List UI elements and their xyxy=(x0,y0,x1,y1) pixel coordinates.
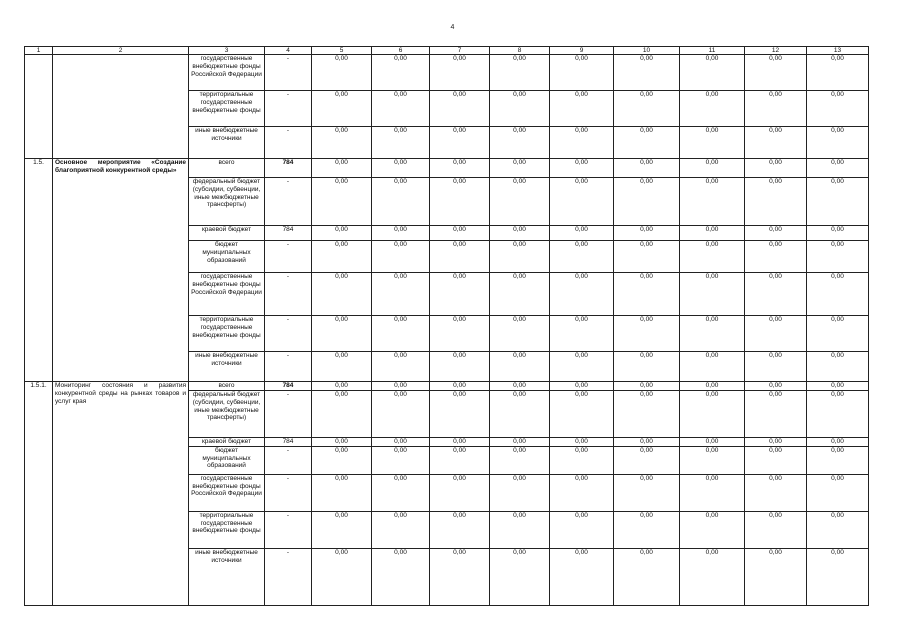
amount-cell: 0,00 xyxy=(550,446,614,474)
budget-code: - xyxy=(265,127,312,159)
amount-cell: 0,00 xyxy=(430,178,490,226)
amount-cell: 0,00 xyxy=(745,226,807,241)
amount-cell: 0,00 xyxy=(680,55,745,91)
funding-source: федеральный бюджет (субсидии, субвенции, иные межбюджетные трансферты) xyxy=(189,391,265,438)
amount-cell: 0,00 xyxy=(807,178,869,226)
amount-cell: 0,00 xyxy=(614,241,680,273)
budget-code: - xyxy=(265,241,312,273)
amount-cell: 0,00 xyxy=(614,316,680,352)
amount-cell: 0,00 xyxy=(550,91,614,127)
amount-cell: 0,00 xyxy=(372,382,430,391)
funding-source: государственные внебюджетные фонды Российской Федерации xyxy=(189,55,265,91)
amount-cell: 0,00 xyxy=(312,391,372,438)
amount-cell: 0,00 xyxy=(490,91,550,127)
amount-cell: 0,00 xyxy=(680,382,745,391)
amount-cell: 0,00 xyxy=(680,273,745,316)
budget-code: - xyxy=(265,446,312,474)
amount-cell: 0,00 xyxy=(312,316,372,352)
budget-code: - xyxy=(265,178,312,226)
amount-cell: 0,00 xyxy=(372,511,430,548)
column-number-1: 1 xyxy=(25,47,53,55)
amount-cell: 0,00 xyxy=(372,391,430,438)
item-number: 1.5.1. xyxy=(25,382,53,606)
amount-cell: 0,00 xyxy=(614,511,680,548)
amount-cell: 0,00 xyxy=(680,474,745,511)
amount-cell: 0,00 xyxy=(490,127,550,159)
column-number-5: 5 xyxy=(312,47,372,55)
amount-cell: 0,00 xyxy=(372,127,430,159)
amount-cell: 0,00 xyxy=(312,241,372,273)
amount-cell: 0,00 xyxy=(614,127,680,159)
amount-cell: 0,00 xyxy=(430,273,490,316)
amount-cell: 0,00 xyxy=(550,241,614,273)
amount-cell: 0,00 xyxy=(490,511,550,548)
column-number-7: 7 xyxy=(430,47,490,55)
table-row xyxy=(25,382,869,391)
funding-source: иные внебюджетные источники xyxy=(189,352,265,382)
amount-cell: 0,00 xyxy=(430,159,490,178)
amount-cell: 0,00 xyxy=(745,382,807,391)
amount-cell: 0,00 xyxy=(807,241,869,273)
budget-code: 784 xyxy=(265,226,312,241)
column-number-11: 11 xyxy=(680,47,745,55)
funding-source: территориальные государственные внебюджетные фонды xyxy=(189,316,265,352)
amount-cell: 0,00 xyxy=(312,55,372,91)
amount-cell: 0,00 xyxy=(550,316,614,352)
funding-source: федеральный бюджет (субсидии, субвенции, иные межбюджетные трансферты) xyxy=(189,178,265,226)
column-number-2: 2 xyxy=(53,47,189,55)
amount-cell: 0,00 xyxy=(372,55,430,91)
amount-cell: 0,00 xyxy=(807,511,869,548)
amount-cell: 0,00 xyxy=(745,241,807,273)
amount-cell: 0,00 xyxy=(312,548,372,605)
budget-code: - xyxy=(265,474,312,511)
amount-cell: 0,00 xyxy=(430,446,490,474)
amount-cell: 0,00 xyxy=(680,438,745,447)
amount-cell: 0,00 xyxy=(312,226,372,241)
amount-cell: 0,00 xyxy=(614,55,680,91)
amount-cell: 0,00 xyxy=(312,474,372,511)
amount-cell: 0,00 xyxy=(807,55,869,91)
amount-cell: 0,00 xyxy=(372,438,430,447)
amount-cell: 0,00 xyxy=(372,548,430,605)
amount-cell: 0,00 xyxy=(680,511,745,548)
budget-code: 784 xyxy=(265,438,312,447)
funding-source: всего xyxy=(189,382,265,391)
amount-cell: 0,00 xyxy=(490,352,550,382)
amount-cell: 0,00 xyxy=(745,159,807,178)
amount-cell: 0,00 xyxy=(312,178,372,226)
amount-cell: 0,00 xyxy=(312,511,372,548)
amount-cell: 0,00 xyxy=(680,127,745,159)
amount-cell: 0,00 xyxy=(550,511,614,548)
amount-cell: 0,00 xyxy=(614,391,680,438)
budget-code: 784 xyxy=(265,382,312,391)
funding-source: краевой бюджет xyxy=(189,438,265,447)
budget-code: - xyxy=(265,273,312,316)
table-body xyxy=(25,55,869,606)
amount-cell: 0,00 xyxy=(430,474,490,511)
amount-cell: 0,00 xyxy=(550,548,614,605)
amount-cell: 0,00 xyxy=(614,438,680,447)
amount-cell: 0,00 xyxy=(745,91,807,127)
amount-cell: 0,00 xyxy=(312,352,372,382)
amount-cell: 0,00 xyxy=(430,511,490,548)
amount-cell: 0,00 xyxy=(372,474,430,511)
amount-cell: 0,00 xyxy=(490,55,550,91)
budget-code: - xyxy=(265,91,312,127)
amount-cell: 0,00 xyxy=(680,178,745,226)
budget-code: 784 xyxy=(265,159,312,178)
funding-source: бюджет муниципальных образований xyxy=(189,241,265,273)
amount-cell: 0,00 xyxy=(680,316,745,352)
amount-cell: 0,00 xyxy=(372,91,430,127)
item-number: 1.5. xyxy=(25,159,53,382)
amount-cell: 0,00 xyxy=(614,91,680,127)
amount-cell: 0,00 xyxy=(372,178,430,226)
amount-cell: 0,00 xyxy=(372,352,430,382)
amount-cell: 0,00 xyxy=(312,438,372,447)
amount-cell: 0,00 xyxy=(430,391,490,438)
amount-cell: 0,00 xyxy=(745,273,807,316)
activity-name: Мониторинг состояния и развития конкурентной среды на рынках товаров и услуг края xyxy=(53,382,189,606)
amount-cell: 0,00 xyxy=(745,391,807,438)
table-row xyxy=(25,159,869,178)
amount-cell: 0,00 xyxy=(550,273,614,316)
amount-cell: 0,00 xyxy=(807,438,869,447)
amount-cell: 0,00 xyxy=(807,352,869,382)
amount-cell: 0,00 xyxy=(680,91,745,127)
amount-cell: 0,00 xyxy=(614,474,680,511)
funding-source: государственные внебюджетные фонды Российской Федерации xyxy=(189,273,265,316)
amount-cell: 0,00 xyxy=(745,511,807,548)
activity-name: Основное мероприятие «Создание благоприятной конкурентной среды» xyxy=(53,159,189,382)
amount-cell: 0,00 xyxy=(745,438,807,447)
amount-cell: 0,00 xyxy=(490,391,550,438)
amount-cell: 0,00 xyxy=(550,474,614,511)
amount-cell: 0,00 xyxy=(430,226,490,241)
amount-cell: 0,00 xyxy=(430,91,490,127)
amount-cell: 0,00 xyxy=(550,438,614,447)
amount-cell: 0,00 xyxy=(807,273,869,316)
amount-cell: 0,00 xyxy=(430,316,490,352)
amount-cell: 0,00 xyxy=(614,159,680,178)
amount-cell: 0,00 xyxy=(430,382,490,391)
column-number-8: 8 xyxy=(490,47,550,55)
amount-cell: 0,00 xyxy=(372,316,430,352)
column-number-6: 6 xyxy=(372,47,430,55)
amount-cell: 0,00 xyxy=(614,273,680,316)
budget-code: - xyxy=(265,55,312,91)
amount-cell: 0,00 xyxy=(745,178,807,226)
amount-cell: 0,00 xyxy=(312,127,372,159)
amount-cell: 0,00 xyxy=(680,391,745,438)
column-number-4: 4 xyxy=(265,47,312,55)
amount-cell: 0,00 xyxy=(312,91,372,127)
amount-cell: 0,00 xyxy=(490,438,550,447)
column-number-9: 9 xyxy=(550,47,614,55)
activity-name xyxy=(53,55,189,159)
amount-cell: 0,00 xyxy=(430,127,490,159)
amount-cell: 0,00 xyxy=(490,548,550,605)
amount-cell: 0,00 xyxy=(745,352,807,382)
amount-cell: 0,00 xyxy=(807,159,869,178)
funding-source: краевой бюджет xyxy=(189,226,265,241)
amount-cell: 0,00 xyxy=(745,316,807,352)
amount-cell: 0,00 xyxy=(680,159,745,178)
amount-cell: 0,00 xyxy=(807,382,869,391)
table-row xyxy=(25,55,869,91)
funding-source: территориальные государственные внебюджетные фонды xyxy=(189,91,265,127)
amount-cell: 0,00 xyxy=(490,316,550,352)
amount-cell: 0,00 xyxy=(807,91,869,127)
budget-code: - xyxy=(265,391,312,438)
amount-cell: 0,00 xyxy=(312,273,372,316)
funding-source: территориальные государственные внебюджетные фонды xyxy=(189,511,265,548)
amount-cell: 0,00 xyxy=(490,178,550,226)
amount-cell: 0,00 xyxy=(550,55,614,91)
column-number-3: 3 xyxy=(189,47,265,55)
amount-cell: 0,00 xyxy=(807,226,869,241)
amount-cell: 0,00 xyxy=(490,273,550,316)
budget-code: - xyxy=(265,511,312,548)
amount-cell: 0,00 xyxy=(807,548,869,605)
amount-cell: 0,00 xyxy=(680,352,745,382)
amount-cell: 0,00 xyxy=(430,241,490,273)
budget-code: - xyxy=(265,548,312,605)
amount-cell: 0,00 xyxy=(550,352,614,382)
column-number-header-row xyxy=(25,47,869,55)
amount-cell: 0,00 xyxy=(312,446,372,474)
amount-cell: 0,00 xyxy=(614,352,680,382)
amount-cell: 0,00 xyxy=(312,159,372,178)
amount-cell: 0,00 xyxy=(372,446,430,474)
amount-cell: 0,00 xyxy=(614,226,680,241)
budget-code: - xyxy=(265,352,312,382)
amount-cell: 0,00 xyxy=(807,446,869,474)
amount-cell: 0,00 xyxy=(430,438,490,447)
amount-cell: 0,00 xyxy=(680,446,745,474)
item-number xyxy=(25,55,53,159)
amount-cell: 0,00 xyxy=(745,474,807,511)
amount-cell: 0,00 xyxy=(430,55,490,91)
amount-cell: 0,00 xyxy=(490,446,550,474)
amount-cell: 0,00 xyxy=(680,226,745,241)
amount-cell: 0,00 xyxy=(614,548,680,605)
column-number-13: 13 xyxy=(807,47,869,55)
amount-cell: 0,00 xyxy=(550,382,614,391)
amount-cell: 0,00 xyxy=(312,382,372,391)
funding-source: бюджет муниципальных образований xyxy=(189,446,265,474)
amount-cell: 0,00 xyxy=(430,352,490,382)
amount-cell: 0,00 xyxy=(807,474,869,511)
funding-source: иные внебюджетные источники xyxy=(189,548,265,605)
amount-cell: 0,00 xyxy=(550,127,614,159)
amount-cell: 0,00 xyxy=(614,178,680,226)
amount-cell: 0,00 xyxy=(490,226,550,241)
amount-cell: 0,00 xyxy=(490,159,550,178)
amount-cell: 0,00 xyxy=(550,226,614,241)
funding-source: всего xyxy=(189,159,265,178)
amount-cell: 0,00 xyxy=(614,382,680,391)
amount-cell: 0,00 xyxy=(372,159,430,178)
amount-cell: 0,00 xyxy=(550,159,614,178)
amount-cell: 0,00 xyxy=(372,226,430,241)
amount-cell: 0,00 xyxy=(372,241,430,273)
amount-cell: 0,00 xyxy=(745,446,807,474)
page-number: 4 xyxy=(450,24,455,31)
amount-cell: 0,00 xyxy=(490,474,550,511)
amount-cell: 0,00 xyxy=(490,382,550,391)
amount-cell: 0,00 xyxy=(745,55,807,91)
amount-cell: 0,00 xyxy=(550,391,614,438)
budget-code: - xyxy=(265,316,312,352)
amount-cell: 0,00 xyxy=(807,391,869,438)
amount-cell: 0,00 xyxy=(614,446,680,474)
amount-cell: 0,00 xyxy=(807,316,869,352)
amount-cell: 0,00 xyxy=(745,127,807,159)
amount-cell: 0,00 xyxy=(745,548,807,605)
funding-source: иные внебюджетные источники xyxy=(189,127,265,159)
amount-cell: 0,00 xyxy=(680,548,745,605)
amount-cell: 0,00 xyxy=(490,241,550,273)
column-number-10: 10 xyxy=(614,47,680,55)
amount-cell: 0,00 xyxy=(430,548,490,605)
column-number-12: 12 xyxy=(745,47,807,55)
amount-cell: 0,00 xyxy=(372,273,430,316)
funding-source: государственные внебюджетные фонды Российской Федерации xyxy=(189,474,265,511)
amount-cell: 0,00 xyxy=(550,178,614,226)
amount-cell: 0,00 xyxy=(680,241,745,273)
amount-cell: 0,00 xyxy=(807,127,869,159)
budget-table xyxy=(24,46,869,606)
